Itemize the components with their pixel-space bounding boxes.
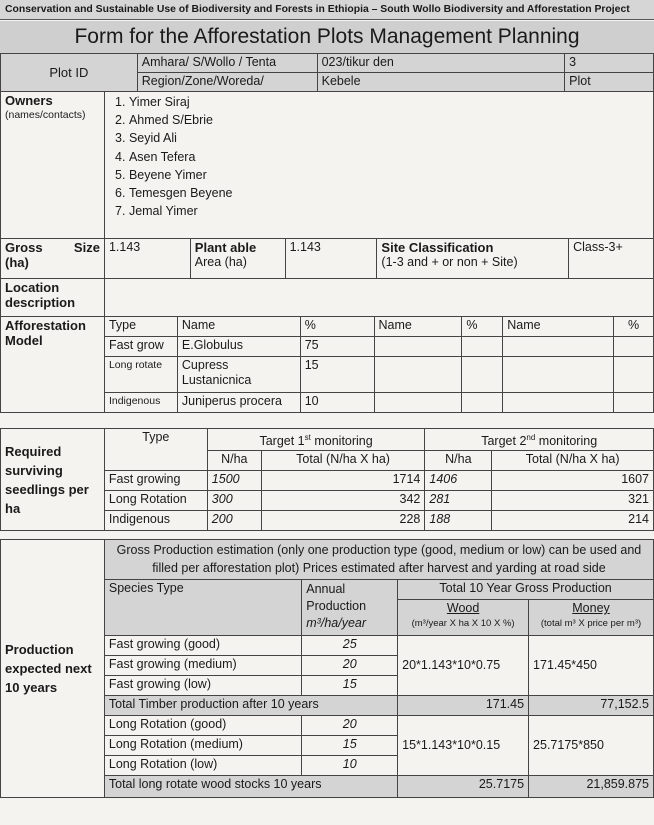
owner-name: 1. Yimer Siraj bbox=[129, 93, 649, 111]
surviving-seedlings-table bbox=[0, 428, 654, 531]
kebele-label: Kebele bbox=[317, 73, 565, 92]
target-1-total: 228 bbox=[261, 511, 425, 531]
species-type: Long Rotation (good) bbox=[104, 716, 301, 736]
gross-size-value: 1.143 bbox=[104, 239, 190, 279]
model-pct-header: % bbox=[462, 317, 503, 337]
target-2-total: 214 bbox=[492, 511, 654, 531]
project-header: Conservation and Sustainable Use of Biodiversity and Forests in Ethiopia – South Wollo Biodiversity and Afforestation Project bbox=[0, 0, 654, 20]
species-type: Fast growing (good) bbox=[104, 636, 301, 656]
target-1-nha: 200 bbox=[207, 511, 261, 531]
model-species: Juniperus procera bbox=[177, 393, 300, 413]
production-label: Production expected next 10 years bbox=[1, 540, 105, 798]
target-1-total: 1714 bbox=[261, 471, 425, 491]
owners-label: Owners (names/contacts) bbox=[1, 92, 105, 239]
plot-id-label: Plot ID bbox=[1, 54, 138, 92]
surviving-type: Fast growing bbox=[104, 471, 207, 491]
target-2-nha: 1406 bbox=[425, 471, 492, 491]
model-pct: 15 bbox=[300, 357, 374, 393]
production-table bbox=[0, 539, 654, 798]
fast-total-label: Total Timber production after 10 years bbox=[104, 696, 397, 716]
surviving-type: Long Rotation bbox=[104, 491, 207, 511]
model-species: Cupress Lustanicnica bbox=[177, 357, 300, 393]
production-intro: Gross Production estimation (only one production type (good, medium or low) can be used and filled per afforestation plot) Prices estimated after harvest and yarding at road side bbox=[104, 540, 653, 580]
plantable-area-value: 1.143 bbox=[285, 239, 377, 279]
fast-total-wood: 171.45 bbox=[398, 696, 529, 716]
form-title: Form for the Afforestation Plots Management Planning bbox=[0, 21, 654, 54]
species-type: Fast growing (medium) bbox=[104, 656, 301, 676]
owner-name: 5. Beyene Yimer bbox=[129, 166, 649, 184]
annual-production: 25 bbox=[302, 636, 398, 656]
surviving-type: Indigenous bbox=[104, 511, 207, 531]
plot-label: Plot bbox=[565, 73, 654, 92]
afforestation-model-label: Afforestation Model bbox=[1, 317, 105, 413]
annual-production-header: Annual Production m³/ha/year bbox=[302, 580, 398, 636]
model-pct-header: % bbox=[614, 317, 654, 337]
model-type: Fast grow bbox=[104, 337, 177, 357]
owners-list bbox=[104, 92, 653, 239]
surviving-seedlings-label: Required surviving seedlings per ha bbox=[1, 429, 105, 531]
region-label: Region/Zone/Woreda/ bbox=[137, 73, 317, 92]
target-1-header: Target 1st monitoring bbox=[207, 429, 425, 451]
owner-name: 3. Seyid Ali bbox=[129, 129, 649, 147]
model-pct: 75 bbox=[300, 337, 374, 357]
kebele-value: 023/tikur den bbox=[317, 54, 565, 73]
owners-table bbox=[0, 91, 654, 317]
model-species: E.Globulus bbox=[177, 337, 300, 357]
surviving-type-header: Type bbox=[104, 429, 207, 471]
site-classification-value: Class-3+ bbox=[569, 239, 654, 279]
site-classification-label: Site Classification (1-3 and + or non + Site) bbox=[377, 239, 569, 279]
fast-total-money: 77,152.5 bbox=[529, 696, 654, 716]
model-pct-header: % bbox=[300, 317, 374, 337]
gross-size-label: Gross Size (ha) bbox=[1, 239, 105, 279]
plot-value: 3 bbox=[565, 54, 654, 73]
plot-id-table bbox=[0, 53, 654, 92]
species-type: Fast growing (low) bbox=[104, 676, 301, 696]
fast-wood-calc: 20*1.143*10*0.75 bbox=[398, 636, 529, 696]
plantable-area-label: Plant able Area (ha) bbox=[190, 239, 285, 279]
total-header: Total (N/ha X ha) bbox=[492, 451, 654, 471]
owner-name: 7. Jemal Yimer bbox=[129, 202, 649, 220]
total-gross-production-header: Total 10 Year Gross Production bbox=[398, 580, 654, 600]
species-type: Long Rotation (low) bbox=[104, 756, 301, 776]
model-type: Indigenous bbox=[104, 393, 177, 413]
wood-header: Wood (m³/year X ha X 10 X %) bbox=[398, 600, 529, 636]
total-header: Total (N/ha X ha) bbox=[261, 451, 425, 471]
model-type-header: Type bbox=[104, 317, 177, 337]
long-wood-calc: 15*1.143*10*0.15 bbox=[398, 716, 529, 776]
target-2-nha: 188 bbox=[425, 511, 492, 531]
target-1-total: 342 bbox=[261, 491, 425, 511]
afforestation-model-table bbox=[0, 316, 654, 413]
long-money-calc: 25.7175*850 bbox=[529, 716, 654, 776]
annual-production: 15 bbox=[302, 676, 398, 696]
fast-money-calc: 171.45*450 bbox=[529, 636, 654, 696]
nha-header: N/ha bbox=[207, 451, 261, 471]
target-2-nha: 281 bbox=[425, 491, 492, 511]
nha-header: N/ha bbox=[425, 451, 492, 471]
region-value: Amhara/ S/Wollo / Tenta bbox=[137, 54, 317, 73]
model-name-header: Name bbox=[177, 317, 300, 337]
model-type: Long rotate bbox=[104, 357, 177, 393]
annual-production: 20 bbox=[302, 656, 398, 676]
target-2-total: 1607 bbox=[492, 471, 654, 491]
target-1-nha: 1500 bbox=[207, 471, 261, 491]
location-label: Location description bbox=[1, 279, 105, 317]
long-total-wood: 25.7175 bbox=[398, 776, 529, 798]
target-2-header: Target 2nd monitoring bbox=[425, 429, 654, 451]
long-total-label: Total long rotate wood stocks 10 years bbox=[104, 776, 397, 798]
long-total-money: 21,859.875 bbox=[529, 776, 654, 798]
target-1-nha: 300 bbox=[207, 491, 261, 511]
owner-name: 4. Asen Tefera bbox=[129, 148, 649, 166]
owner-name: 2. Ahmed S/Ebrie bbox=[129, 111, 649, 129]
model-name-header: Name bbox=[503, 317, 614, 337]
location-value bbox=[104, 279, 653, 317]
target-2-total: 321 bbox=[492, 491, 654, 511]
species-type-header: Species Type bbox=[104, 580, 301, 636]
annual-production: 20 bbox=[302, 716, 398, 736]
annual-production: 10 bbox=[302, 756, 398, 776]
annual-production: 15 bbox=[302, 736, 398, 756]
species-type: Long Rotation (medium) bbox=[104, 736, 301, 756]
model-pct: 10 bbox=[300, 393, 374, 413]
model-name-header: Name bbox=[374, 317, 462, 337]
owner-name: 6. Temesgen Beyene bbox=[129, 184, 649, 202]
money-header: Money (total m³ X price per m³) bbox=[529, 600, 654, 636]
